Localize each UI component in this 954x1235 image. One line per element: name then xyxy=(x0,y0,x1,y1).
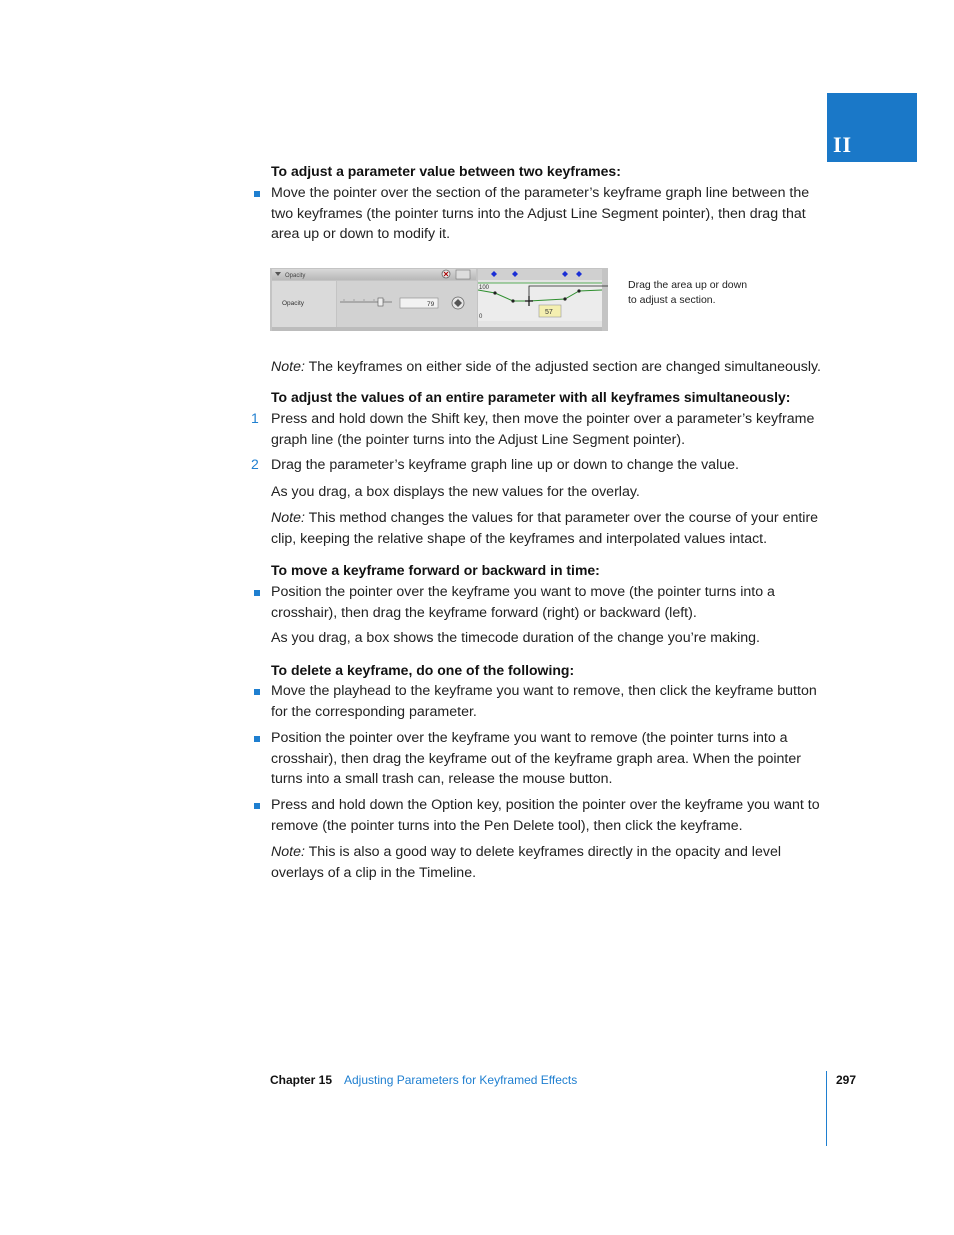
note-label: Note: xyxy=(271,510,305,526)
note-paragraph xyxy=(271,508,827,549)
value-field-text: 79 xyxy=(427,301,435,308)
figure-caption-line-1: Drag the area up or down xyxy=(628,279,748,291)
figure-caption xyxy=(628,278,768,308)
slider-thumb[interactable] xyxy=(378,298,383,306)
figure-caption-line-2: to adjust a section. xyxy=(628,294,716,306)
step-number: 1 xyxy=(251,410,259,426)
note-label: Note: xyxy=(271,844,305,860)
bullet-marker xyxy=(254,803,260,809)
bullet-marker xyxy=(254,736,260,742)
bullet-marker xyxy=(254,689,260,695)
list-item: Position the pointer over the keyframe you want to remove (the pointer turns into a crosshair), then drag the keyframe out of the keyframe graph area. When the pointer turns into a small trash can, release the mouse button. xyxy=(271,730,801,787)
list-item: Press and hold down the Option key, position the pointer over the keyframe you want to remove (the pointer turns into the Pen Delete tool), then click the keyframe. xyxy=(271,797,820,834)
row-label: Opacity xyxy=(282,300,305,307)
step-text: Press and hold down the Shift key, then move the pointer over a parameter’s keyframe graph line (the pointer turns into the Adjust Line Segment pointer). xyxy=(271,411,815,448)
list-item: Move the playhead to the keyframe you want to remove, then click the keyframe button for the corresponding parameter. xyxy=(271,683,817,720)
parameter-name: Opacity xyxy=(285,273,306,279)
bullet-marker xyxy=(254,191,260,197)
page-number: 297 xyxy=(836,1073,857,1087)
note-text: This method changes the values for that parameter over the course of your entire clip, keeping the relative shape of the keyframes and interpolated values intact. xyxy=(271,510,819,547)
graph-max-label: 100 xyxy=(479,285,490,291)
part-tab xyxy=(827,93,917,162)
part-tab-label: II xyxy=(833,132,853,157)
note-label: Note: xyxy=(271,359,305,375)
step-number: 2 xyxy=(251,456,259,472)
list-item: Move the pointer over the section of the parameter’s keyframe graph line between the two keyframes (the pointer turns into the Adjust Line Segment pointer), then drag that area up or down to modify it. xyxy=(271,185,810,242)
body-paragraph: As you drag, a box displays the new values for the overlay. xyxy=(271,484,640,500)
step-text: Drag the parameter’s keyframe graph line up or down to change the value. xyxy=(271,457,739,473)
note-text: This is also a good way to delete keyframes directly in the opacity and level overlays of a clip in the Timeline. xyxy=(271,844,781,881)
keyframe-graph-illustration xyxy=(270,268,610,332)
list-item: Position the pointer over the keyframe you want to move (the pointer turns into a crosshair), then drag the keyframe forward (right) or backward (left). xyxy=(271,584,775,621)
value-readout-text: 57 xyxy=(545,309,553,316)
bullet-marker xyxy=(254,590,260,596)
section-heading-delete-keyframe: To delete a keyframe, do one of the following: xyxy=(271,662,575,678)
panel-bottom-strip xyxy=(272,327,602,331)
keyframe-graph-figure xyxy=(270,268,610,332)
footer-chapter: Chapter 15 xyxy=(270,1073,333,1087)
footer-chapter-title: Adjusting Parameters for Keyframed Effects xyxy=(344,1073,578,1087)
footer-divider xyxy=(826,1071,827,1146)
note-text: The keyframes on either side of the adjusted section are changed simultaneously. xyxy=(308,359,821,375)
graph-min-label: 0 xyxy=(479,314,483,320)
note-paragraph xyxy=(271,357,827,378)
section-heading-adjust-between: To adjust a parameter value between two keyframes: xyxy=(271,163,621,179)
keyframe-ruler xyxy=(478,269,602,280)
section-heading-adjust-entire: To adjust the values of an entire parameter with all keyframes simultaneously: xyxy=(271,389,791,405)
note-paragraph xyxy=(271,842,827,883)
options-menu-icon[interactable] xyxy=(456,270,470,279)
body-paragraph: As you drag, a box shows the timecode duration of the change you’re making. xyxy=(271,630,760,646)
section-heading-move-keyframe: To move a keyframe forward or backward in time: xyxy=(271,562,600,578)
